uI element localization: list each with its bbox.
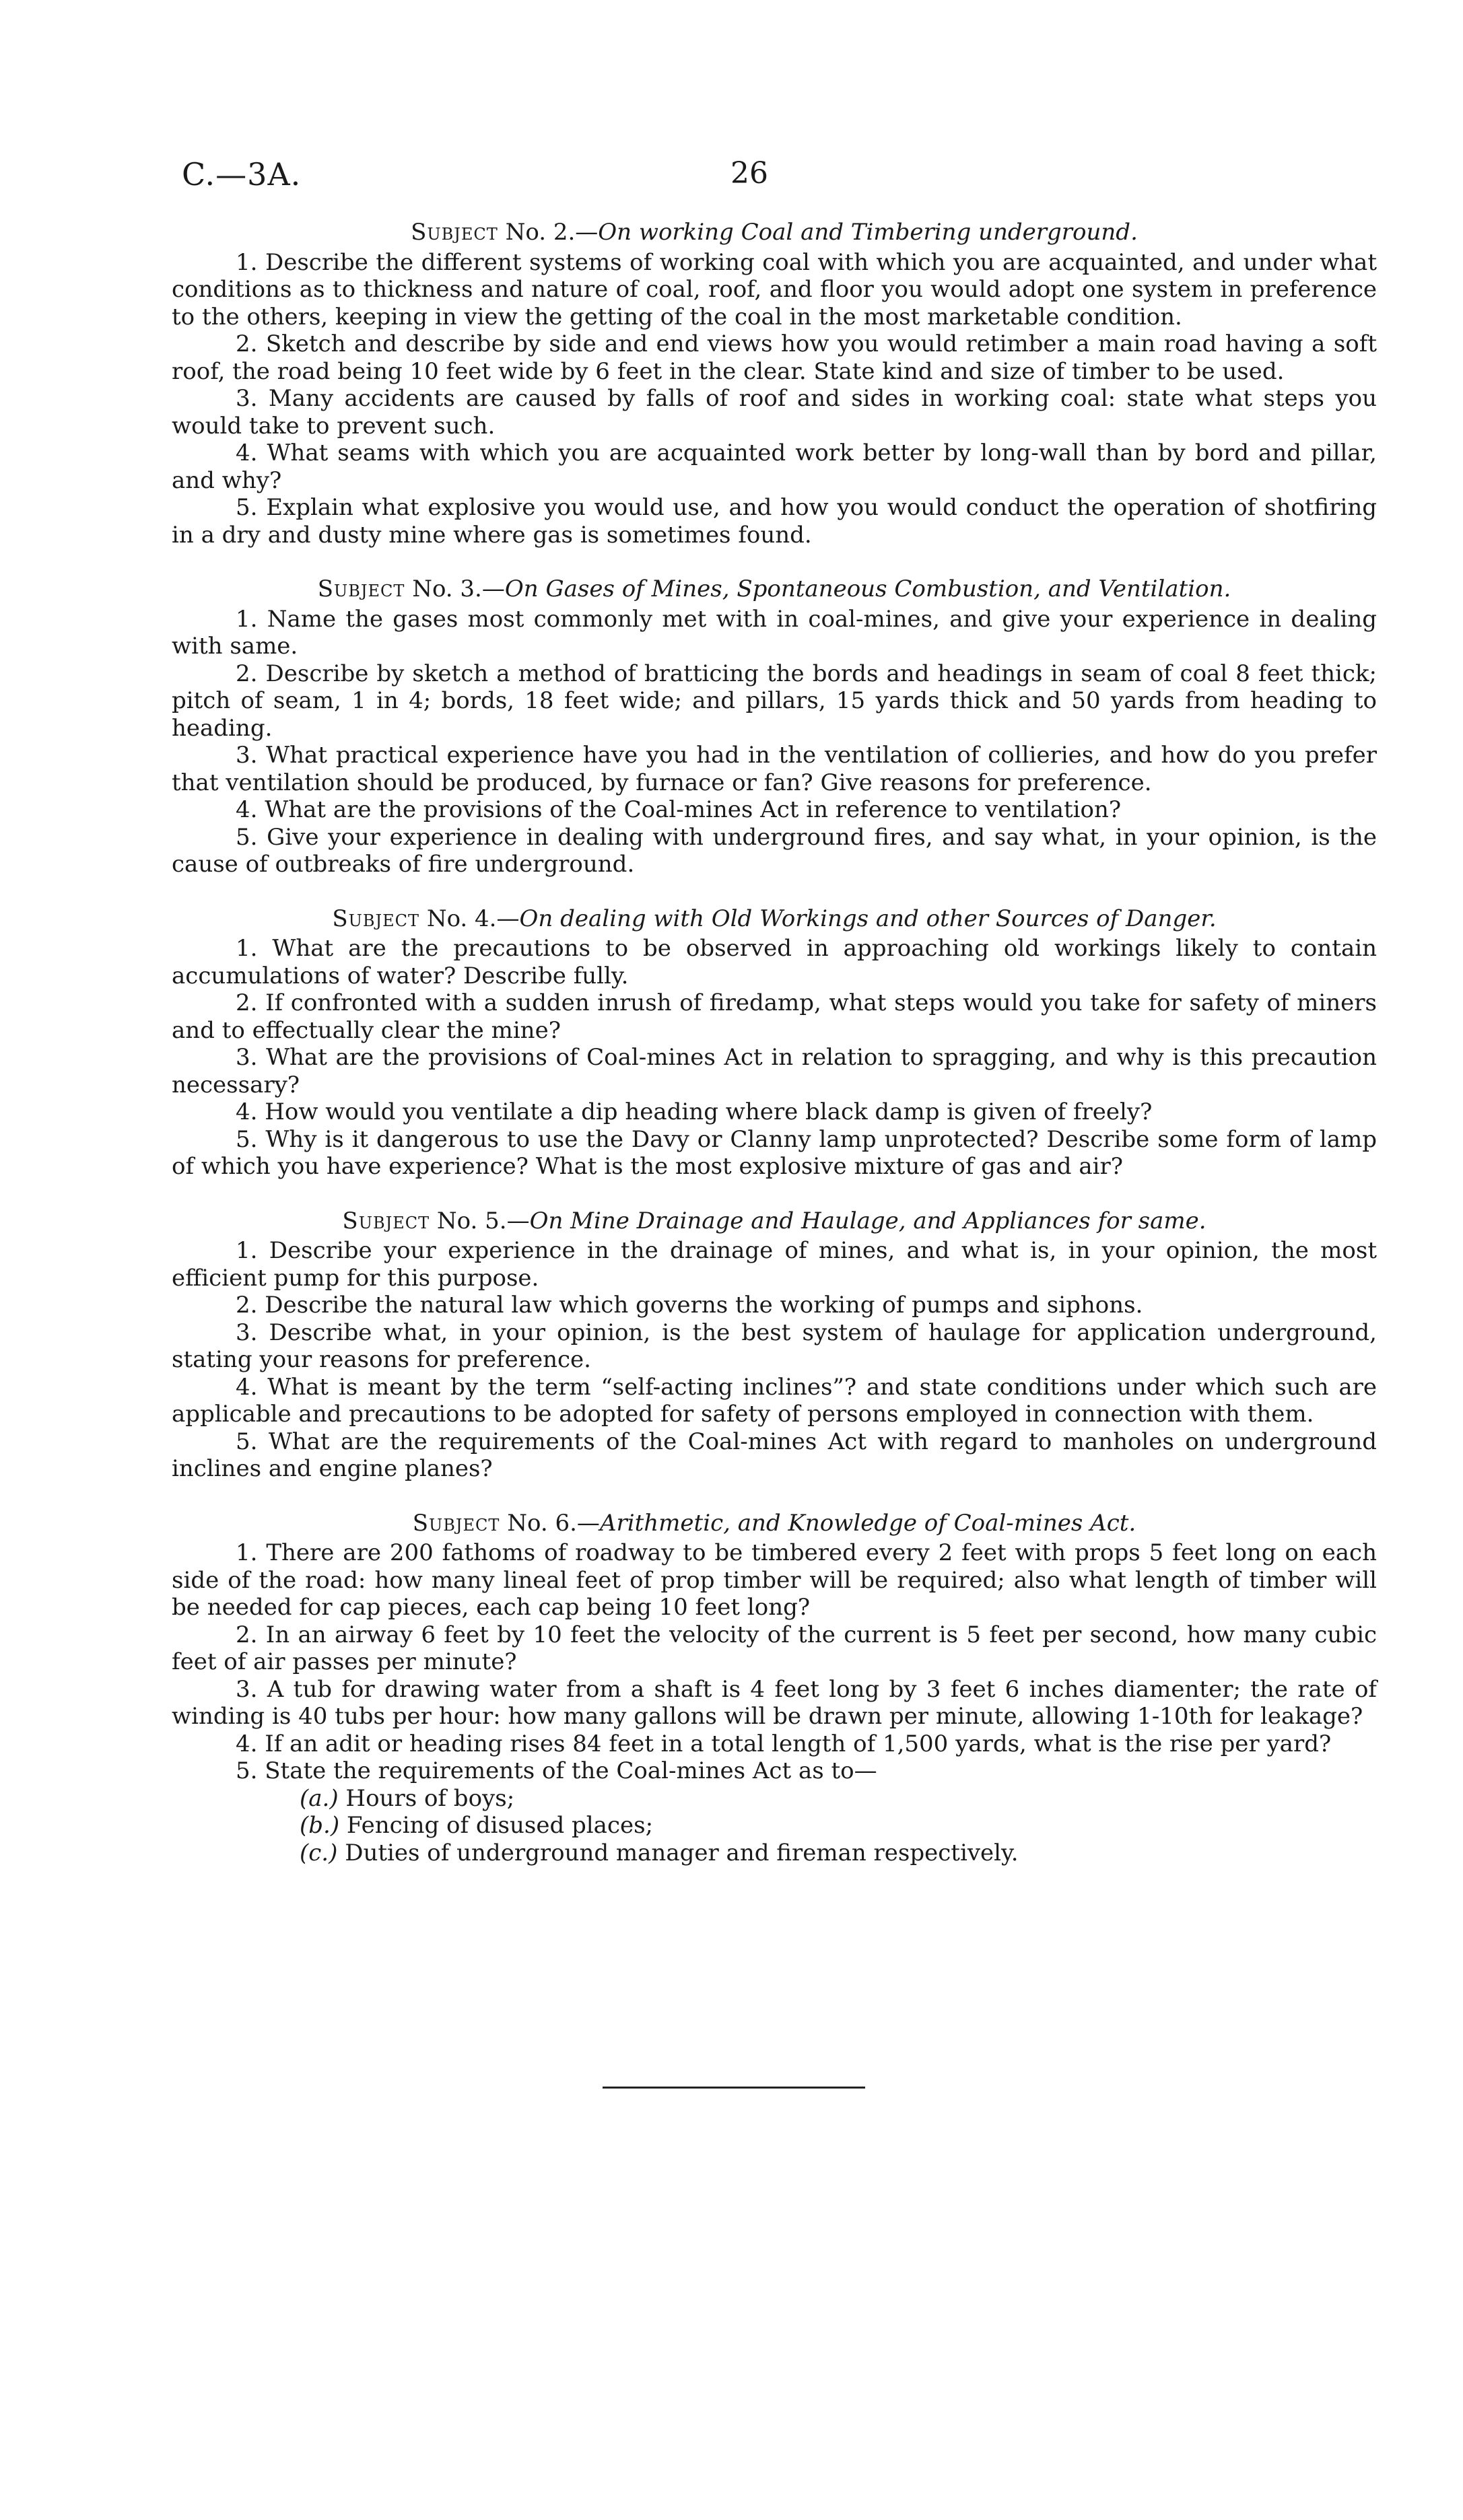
section-label: Subject (317, 575, 405, 602)
sub-item-text: Duties of underground manager and fireman respectively. (345, 1839, 1019, 1866)
section-title: On working Coal and Timbering underground. (598, 219, 1138, 246)
sub-item (172, 1812, 1377, 1840)
question: 3. What are the provisions of Coal-mines Act in relation to spragging, and why is this precaution necessary? (172, 1044, 1377, 1098)
section-number: No. 4.— (426, 905, 520, 932)
question: 5. Give your experience in dealing with underground fires, and say what, in your opinion, is the cause of outbreaks of fire underground. (172, 823, 1377, 878)
page-number: 26 (730, 156, 768, 190)
section-title: On Gases of Mines, Spontaneous Combustion, and Ventilation. (504, 575, 1231, 602)
question: 1. Describe your experience in the drainage of mines, and what is, in your opinion, the most efficient pump for this purpose. (172, 1237, 1377, 1292)
section-number: No. 3.— (412, 575, 505, 602)
question: 4. How would you ventilate a dip heading where black damp is given of freely? (236, 1098, 1153, 1125)
section-title: On Mine Drainage and Haulage, and Appliances for same. (529, 1207, 1206, 1234)
section-subject-3 (172, 575, 1377, 878)
section-subject-5 (172, 1208, 1377, 1483)
sub-item (172, 1785, 1377, 1813)
section-subject-6 (172, 1510, 1377, 1867)
section-title: On dealing with Old Workings and other Sources of Danger. (519, 905, 1217, 932)
sub-item-text: Hours of boys; (345, 1784, 515, 1812)
section-number: No. 2.— (505, 219, 599, 246)
sub-item-text: Fencing of disused places; (346, 1812, 654, 1839)
question: 5. Explain what explosive you would use, and how you would conduct the operation of shotfiring in a dry and dusty mine where gas is sometimes found. (172, 494, 1377, 549)
question: 4. What are the provisions of the Coal-mines Act in reference to ventilation? (236, 796, 1122, 823)
question: 1. What are the precautions to be observed in approaching old workings likely to contain accumulations of water? Describe fully. (172, 935, 1377, 989)
question: 3. What practical experience have you had in the ventilation of collieries, and how do you prefer that ventilation should be produced, by furnace or fan? Give reasons for preference. (172, 742, 1377, 796)
section-label: Subject (332, 905, 419, 932)
sub-item (172, 1840, 1377, 1867)
question: 2. Sketch and describe by side and end views how you would retimber a main road having a soft roof, the road being 10 feet wide by 6 feet in the clear. State kind and size of timber to be used. (172, 330, 1377, 385)
question: 1. Name the gases most commonly met with in coal-mines, and give your experience in dealing with same. (172, 605, 1377, 660)
section-heading (172, 219, 1377, 246)
question: 2. Describe by sketch a method of bratticing the bords and headings in seam of coal 8 feet thick; pitch of seam, 1 in 4; bords, 18 feet wide; and pillars, 15 yards thick and 50 yards from heading to heading. (172, 660, 1377, 742)
question: 1. There are 200 fathoms of roadway to be timbered every 2 feet with props 5 feet long on each side of the road: how many lineal feet of prop timber will be required; also what length of timber will be needed for cap pieces, each cap being 10 feet long? (172, 1539, 1377, 1621)
section-heading (172, 1510, 1377, 1537)
section-heading (172, 575, 1377, 603)
sub-item-marker: (a.) (300, 1784, 339, 1812)
question: 5. State the requirements of the Coal-mines Act as to— (236, 1757, 877, 1784)
question: 1. Describe the different systems of working coal with which you are acquainted, and under what conditions as to thickness and nature of coal, roof, and floor you would adopt one system in preference to the others, keeping in view the getting of the coal in the most marketable condition. (172, 248, 1377, 330)
question: 5. What are the requirements of the Coal-mines Act with regard to manholes on underground inclines and engine planes? (172, 1428, 1377, 1482)
section-title: Arithmetic, and Knowledge of Coal-mines Act. (599, 1509, 1136, 1537)
question: 2. Describe the natural law which governs the working of pumps and siphons. (236, 1292, 1143, 1319)
question: 2. If confronted with a sudden inrush of firedamp, what steps would you take for safety of miners and to effectually clear the mine? (172, 989, 1377, 1044)
document-body (172, 219, 1377, 1893)
question: 5. Why is it dangerous to use the Davy or Clanny lamp unprotected? Describe some form of lamp of which you have experience? What is the most explosive mixture of gas and air? (172, 1125, 1377, 1180)
section-subject-4 (172, 905, 1377, 1181)
question: 3. A tub for drawing water from a shaft is 4 feet long by 3 feet 6 inches diamenter; the rate of winding is 40 tubs per hour: how many gallons will be drawn per minute, allowing 1-10th for leakage? (172, 1675, 1377, 1730)
question: 3. Many accidents are caused by falls of roof and sides in working coal: state what steps you would take to prevent such. (172, 385, 1377, 440)
document-reference: C.—3A. (182, 156, 302, 193)
section-number: No. 6.— (507, 1509, 600, 1537)
section-heading (172, 905, 1377, 933)
question: 2. In an airway 6 feet by 10 feet the velocity of the current is 5 feet per second, how many cubic feet of air passes per minute? (172, 1621, 1377, 1675)
section-subject-2 (172, 219, 1377, 549)
question: 4. What is meant by the term “self-acting inclines”? and state conditions under which such are applicable and precautions to be adopted for safety of persons employed in connection with them. (172, 1373, 1377, 1428)
section-number: No. 5.— (436, 1207, 530, 1234)
section-heading (172, 1208, 1377, 1235)
sub-item-marker: (c.) (300, 1839, 338, 1866)
question: 3. Describe what, in your opinion, is the best system of haulage for application underground, stating your reasons for preference. (172, 1319, 1377, 1373)
sub-item-marker: (b.) (300, 1812, 340, 1839)
section-label: Subject (342, 1207, 430, 1234)
closing-rule (603, 2087, 865, 2089)
section-label: Subject (411, 219, 498, 246)
question: 4. If an adit or heading rises 84 feet in a total length of 1,500 yards, what is the rise per yard? (236, 1730, 1332, 1757)
question: 4. What seams with which you are acquainted work better by long-wall than by bord and pillar, and why? (172, 440, 1377, 494)
section-label: Subject (412, 1509, 500, 1537)
